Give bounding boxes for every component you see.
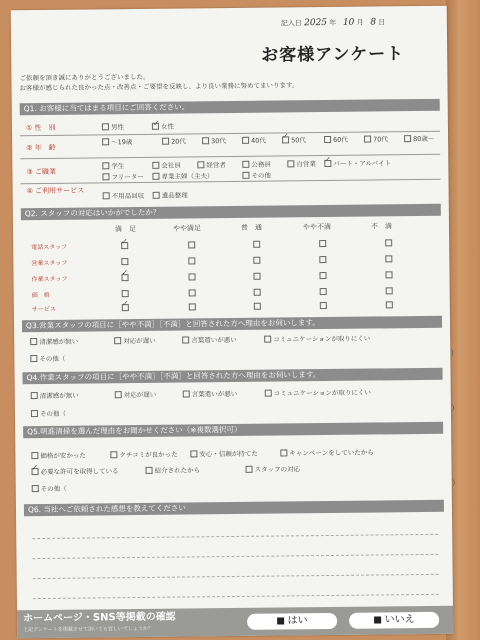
q2-rating-checkbox[interactable] [319, 240, 326, 247]
q2-rating-checkbox[interactable] [386, 287, 393, 294]
date-month: 10 [342, 17, 355, 28]
q2-rating-grid [11, 6, 447, 11]
check-mark: ✓ [121, 299, 129, 309]
q4-option-communication[interactable]: コミュニケーションが取りにくい [265, 388, 371, 398]
age-option-under19[interactable]: ～19歳 [102, 137, 132, 146]
q2-col-neutral: 普 通 [240, 223, 263, 232]
q2-col-somewhat-dissatisfied: やや不満 [302, 222, 332, 232]
square-bullet-icon [374, 616, 381, 623]
footer-title: ホームページ・SNS等掲載の確認 [23, 611, 176, 625]
job-option-student[interactable]: 学生 [102, 161, 124, 170]
q2-row-phone-staff: 電話スタッフ [31, 243, 68, 252]
age-option-50s[interactable]: 50代 [282, 135, 306, 144]
q3-option-rude[interactable]: 言葉遣いが悪い [182, 335, 237, 345]
age-option-20s[interactable]: 20代 [162, 136, 186, 145]
q2-rating-checkbox[interactable] [254, 289, 261, 296]
q2-rating-checkbox[interactable] [188, 241, 195, 248]
q2-rating-checkbox[interactable] [320, 288, 327, 295]
age-label: ② 年 齢 [26, 143, 56, 153]
age-option-60s[interactable]: 60代 [324, 135, 348, 144]
check-mark: ✓ [152, 118, 160, 128]
q2-row-work-staff: 作業スタッフ [31, 275, 68, 284]
q5-option-reviews[interactable]: クチコミが良かった [110, 450, 177, 460]
check-mark: ✓ [31, 463, 39, 473]
job-option-executive[interactable]: 経営者 [197, 160, 226, 169]
q2-rating-checkbox[interactable] [254, 303, 261, 310]
q2-rating-checkbox[interactable] [385, 239, 392, 246]
job-option-employee[interactable]: 会社員 [152, 161, 181, 170]
q5-option-other[interactable]: その他（ [32, 484, 67, 493]
q2-rating-checkbox[interactable] [122, 290, 129, 297]
answer-line [32, 534, 438, 539]
q2-heading: Q2. スタッフの対応はいかがでしたか？ [21, 204, 441, 220]
q3-paren: ） [450, 348, 459, 358]
gender-option-male[interactable]: 男性 [102, 122, 124, 131]
q4-option-unclean[interactable]: 清潔感が無い [31, 391, 79, 401]
job-option-self-employed[interactable]: 自営業 [287, 159, 316, 168]
q2-rating-checkbox[interactable] [188, 273, 195, 280]
job-option-other[interactable]: その他 [242, 171, 271, 180]
answer-line [32, 554, 438, 559]
answer-line [33, 594, 439, 599]
survey-sheet [11, 6, 460, 639]
q5-option-referral[interactable]: 紹介されたから [146, 465, 201, 475]
gender-option-female[interactable]: 女性 [152, 122, 174, 131]
q3-option-slow[interactable]: 対応が遅い [114, 336, 156, 345]
q5-heading: Q5.明進清掃を選んだ理由をお聞かせください（※複数選択可） [23, 422, 443, 438]
q2-rating-checkbox[interactable] [386, 301, 393, 308]
q4-option-rude[interactable]: 言葉遣いが悪い [183, 389, 238, 399]
footer-subtitle: 上記アンケートを掲載させて頂いても宜しいでしょうか？ [23, 625, 153, 634]
q2-rating-checkbox[interactable] [385, 255, 392, 262]
q2-rating-checkbox[interactable] [320, 302, 327, 309]
intro-line-1: ご依頼を頂き誠にありがとうございました。 [19, 72, 150, 83]
q5-option-trust[interactable]: 安心・信頼が持てた [190, 449, 258, 459]
q2-col-dissatisfied: 不 満 [370, 222, 393, 231]
job-label: ③ ご職業 [26, 167, 56, 177]
q5-option-cheap[interactable]: 価格が安かった [31, 451, 86, 461]
age-option-30s[interactable]: 30代 [202, 136, 226, 145]
date-label: 記入日 [280, 19, 302, 28]
date-year-unit: 年 [329, 18, 337, 27]
q3-heading: Q3.営業スタッフの項目に［やや不満］［不満］と回答された方へ理由をお伺いします。 [22, 316, 442, 332]
service-option-estate-cleanup[interactable]: 遺品整理 [153, 190, 188, 199]
q4-option-slow[interactable]: 対応が遅い [115, 390, 157, 399]
age-option-70s[interactable]: 70代 [364, 134, 388, 143]
q2-rating-checkbox[interactable] [253, 257, 260, 264]
q2-rating-checkbox[interactable] [188, 257, 195, 264]
q2-rating-checkbox[interactable] [253, 241, 260, 248]
service-label: ④ ご利用サービス [26, 186, 85, 196]
q2-col-somewhat-satisfied: やや満足 [172, 224, 202, 233]
date-line [281, 18, 385, 28]
q2-rating-checkbox[interactable] [385, 271, 392, 278]
q2-col-satisfied: 満 足 [114, 225, 137, 234]
check-mark: ✓ [324, 154, 332, 165]
q4-option-other[interactable]: その他（ [31, 409, 66, 418]
q6-heading: Q6. 当社へご依頼された感想を教えてください [24, 500, 444, 516]
q5-option-campaign[interactable]: キャンペーンをしていたから [280, 448, 373, 458]
q1-heading: Q1. お客様に当てはまる項目にご回答ください。 [20, 99, 440, 115]
job-option-homemaker[interactable]: 専業主婦（主夫） [152, 171, 213, 181]
check-mark: ✓ [121, 237, 128, 247]
q2-rating-checkbox[interactable] [121, 258, 128, 265]
job-option-freeter[interactable]: フリーター [102, 172, 143, 181]
date-day-unit: 日 [378, 18, 386, 27]
check-mark: ✓ [121, 268, 129, 278]
q3-option-unclean[interactable]: 清潔感が無い [30, 337, 78, 347]
q2-rating-checkbox[interactable] [319, 272, 326, 279]
q5-option-staff[interactable]: スタッフの対応 [245, 464, 300, 474]
age-option-40s[interactable]: 40代 [242, 136, 266, 145]
page-title: お客様アンケート [261, 44, 405, 66]
q4-paren: ） [450, 403, 459, 413]
q3-option-other[interactable]: その他（ [30, 354, 65, 363]
job-option-civil-servant[interactable]: 公務員 [242, 160, 271, 169]
q5-paren: ） [451, 478, 460, 488]
date-year: 2025 [304, 17, 328, 29]
service-option-junk-removal[interactable]: 不用品回収 [103, 191, 145, 200]
age-option-80plus[interactable]: 80歳～ [404, 134, 434, 143]
q3-option-communication[interactable]: コミュニケーションが取りにくい [264, 334, 370, 344]
divider [21, 179, 441, 184]
date-month-unit: 月 [356, 18, 364, 27]
q2-row-service: サービス [31, 305, 56, 314]
gender-label: ① 性 別 [25, 123, 56, 133]
q2-rating-checkbox[interactable] [189, 303, 196, 310]
consent-no-option[interactable]: いいえ [349, 612, 439, 629]
job-option-part-time[interactable]: パート・アルバイト [324, 158, 391, 168]
q2-rating-checkbox[interactable] [253, 273, 260, 280]
intro-line-2: お客様が感じられた良かった点・改善点・ご要望を反映し、より良い業務に努めてまいります。 [19, 81, 299, 93]
answer-line [33, 574, 439, 579]
q4-heading: Q4.作業スタッフの項目に［やや不満］［不満］と回答された方へ理由をお伺いします。 [23, 368, 443, 384]
q2-rating-checkbox[interactable] [189, 289, 196, 296]
q2-rating-checkbox[interactable] [319, 256, 326, 263]
q2-row-sales-staff: 営業スタッフ [31, 259, 68, 268]
q2-row-price: 価 格 [31, 291, 50, 300]
square-bullet-icon [277, 617, 284, 624]
consent-yes-option[interactable]: はい [247, 613, 337, 630]
q5-option-license[interactable]: 必要な許可を取得している [32, 466, 119, 476]
date-day: 8 [370, 17, 377, 28]
check-mark: ✓ [282, 131, 289, 141]
